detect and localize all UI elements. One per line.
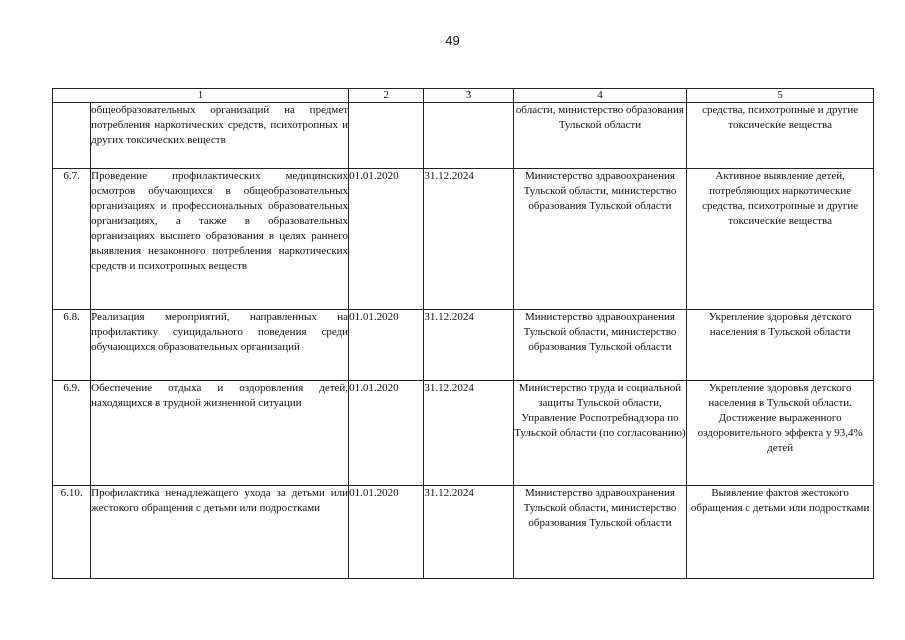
header-col-2: 2 xyxy=(349,89,424,103)
header-row xyxy=(53,89,874,103)
end-date: 31.12.2024 xyxy=(424,486,513,579)
table-row xyxy=(53,169,874,310)
measure-name: Профилактика ненадлежащего ухода за детьми или жестокого обращения с детьми или подростками xyxy=(91,486,349,579)
row-number: 6.7. xyxy=(53,169,91,310)
expected-result: Выявление фактов жестокого обращения с детьми или подростками xyxy=(687,486,874,579)
page-number: 49 xyxy=(445,33,460,48)
header-col-5: 5 xyxy=(687,89,874,103)
header-col-4: 4 xyxy=(513,89,687,103)
header-col-3: 3 xyxy=(424,89,513,103)
expected-result: Активное выявление детей, потребляющих наркотические средства, психотропные и другие токсические вещества xyxy=(687,169,874,310)
measure-name: Обеспечение отдыха и оздоровления детей, находящихся в трудной жизненной ситуации xyxy=(91,381,349,486)
end-date xyxy=(424,103,513,169)
row-number: 6.8. xyxy=(53,310,91,381)
expected-result: Укрепление здоровья детского населения в Тульской области. Достижение выраженного оздоровительного эффекта у 93,4% детей xyxy=(687,381,874,486)
executor: области, министерство образования Тульской области xyxy=(513,103,687,169)
measure-name: Реализация мероприятий, направленных на профилактику суицидального поведения среди обучающихся образовательных организаций xyxy=(91,310,349,381)
measure-name: Проведение профилактических медицинских осмотров обучающихся в общеобразовательных организациях и профессиональных образовательных организациях, а также в образовательных организациях высшего образования в целях раннего выявления незаконного потребления наркотических средств и психотропных веществ xyxy=(91,169,349,310)
expected-result: средства, психотропные и другие токсические вещества xyxy=(687,103,874,169)
executor: Министерство здравоохранения Тульской области, министерство образования Тульской области xyxy=(513,169,687,310)
row-number: 6.10. xyxy=(53,486,91,579)
expected-result: Укрепление здоровья детского населения в Тульской области xyxy=(687,310,874,381)
executor: Министерство труда и социальной защиты Тульской области, Управление Роспотребнадзора по Тульской области (по согласованию) xyxy=(513,381,687,486)
start-date: 01.01.2020 xyxy=(349,310,424,381)
start-date: 01.01.2020 xyxy=(349,381,424,486)
table-row xyxy=(53,486,874,579)
row-number xyxy=(53,103,91,169)
row-number: 6.9. xyxy=(53,381,91,486)
plan-table xyxy=(52,88,874,579)
executor: Министерство здравоохранения Тульской области, министерство образования Тульской области xyxy=(513,486,687,579)
end-date: 31.12.2024 xyxy=(424,169,513,310)
measure-name: общеобразовательных организаций на предмет потребления наркотических средств, психотропных и других токсических веществ xyxy=(91,103,349,169)
table-row xyxy=(53,103,874,169)
start-date: 01.01.2020 xyxy=(349,486,424,579)
executor: Министерство здравоохранения Тульской области, министерство образования Тульской области xyxy=(513,310,687,381)
start-date xyxy=(349,103,424,169)
start-date: 01.01.2020 xyxy=(349,169,424,310)
end-date: 31.12.2024 xyxy=(424,381,513,486)
table-row xyxy=(53,381,874,486)
table-row xyxy=(53,310,874,381)
header-col-1: 1 xyxy=(53,89,349,103)
end-date: 31.12.2024 xyxy=(424,310,513,381)
